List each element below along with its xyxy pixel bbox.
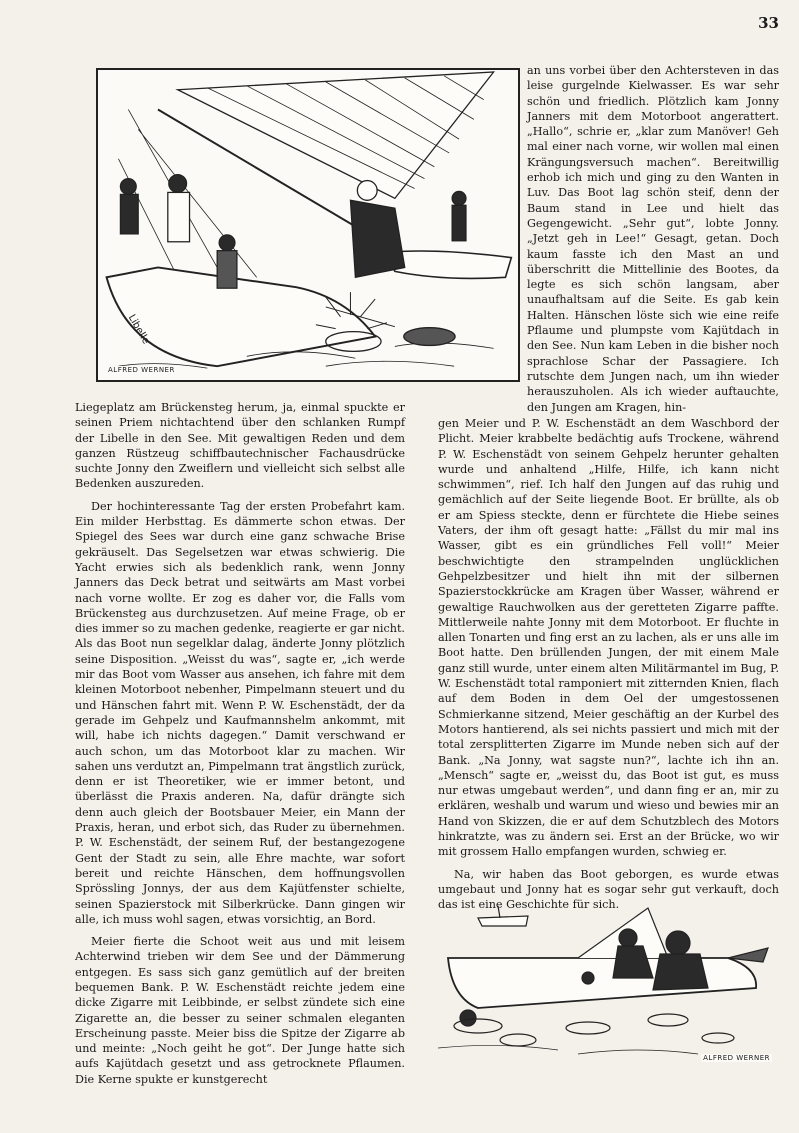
sailboat-drawing: [98, 70, 518, 380]
paragraph: an uns vorbei über den Achtersteven in das leise gurgelnde Kielwasser. Es war sehr schön und friedlich. Plötzlich kam Jonny Janners mit dem Motorboot angerattert. „Hallo“, schrie er, „klar zum Manöver! Geh mal einer nach vorne, wir wollen mal einen Krängungsversuch machen“. Bereitwillig erhob ich mich und ging zu den Wanten in Luv. Das Boot lag schön steif, denn der Baum stand in Lee und hielt das Gegengewicht. „Sehr gut“, lobte Jonny. „Jetzt geh in Lee!“ Gesagt, getan. Doch kaum fasste ich den Mast an und überschritt die Mittellinie des Bootes, da legte es sich schön langsam, aber unaufhaltsam auf die Seite. Es gab kein Halten. Hänschen löste sich wie eine reife Pflaume und plumpste vom Kajütdach in den See. Nun kam Leben in die bisher noch sprachlose Schar der Passagiere. Ich rutschte dem Jungen nach, um ihn wieder herauszuholen. Als ich wieder auftauchte, den Jungen am Kragen, hin-: [527, 64, 779, 414]
paragraph: gen Meier und P. W. Eschenstädt an dem Waschbord der Plicht. Meier krabbelte bedächtig aufs Trockene, während P. W. Eschenstädt von seinem Gehpelz herunter gehalten wurde und anhaltend „Hilfe, Hilfe, ich kann nicht schwimmen“, rief. Ich half den Jungen auf das ruhig und gemächlich auf der Seite liegende Boot. Er brüllte, als ob er am Spiess steckte, denn er fürchtete die Hiebe seines Vaters, der ihm oft gesagt hatte: „Fällst du mir mal ins Wasser, gibt es ein gründliches Fell voll!“ Meier beschwichtigte den strampelnden unglücklichen Gehpelzbesitzer und hielt ihn mit der silbernen Spazierstockkrücke am Kragen über Wasser, während er gewaltige Rauchwolken aus der geretteten Zigarre paffte. Mittlerweile nahte Jonny mit dem Motorboot. Er fluchte in allen Tonarten und fing erst an zu lachen, als er uns alle im Boot hatte. Den brüllenden Jungen, der mit einem Male ganz still wurde, unter einem alten Militärmantel im Bug, P. W. Eschenstädt total ramponiert mit zitternden Knien, flach auf dem Boden in dem Oel der umgestossenen Schmierkanne sitzend, Meier geschäftig an der Kurbel des Motors hantierend, als sei nichts passiert und mich mit der total zersplitterten Zigarre im Munde neben sich auf der Bank. „Na Jonny, wat sagste nun?“, lachte ich ihn an. „Mensch“ sagte er, „weisst du, das Boot ist gut, es muss nur etwas umgebaut werden“, und dann fing er an, mir zu erklären, weshalb und warum und wieso und bewies mir an Hand von Skizzen, die er auf dem Schutzblech des Motors hinkratzte, was zu ändern sei. Erst an der Brücke, wo wir mit grossem Hallo empfangen wurden, schwieg er.: [438, 417, 779, 859]
left-column: [75, 400, 405, 1087]
paragraph: Na, wir haben das Boot geborgen, es wurde etwas umgebaut und Jonny hat es sogar sehr gut verkauft, doch das ist eine Geschichte für sich.: [438, 867, 779, 912]
illustration-signature: ALFRED WERNER: [108, 366, 175, 374]
paragraph: Liegeplatz am Brückensteg herum, ja, einmal spuckte er seinen Priem nichtachtend über den schlanken Rumpf der Libelle in den See. Mit gewaltigen Reden und dem ganzen Rüstzeug schiffbautechnischer Fachausdrücke suchte Jonny den Zweiflern und vielleicht sich selbst alle Bedenken auszureden.: [75, 401, 405, 491]
boat-lettering: Libelle: [125, 312, 152, 347]
paragraph: Meier fierte die Schoot weit aus und mit leisem Achterwind trieben wir dem See und der Dämmerung entgegen. Es sass sich ganz gemütlich auf der breiten bequemen Bank. P. W. Eschenstädt reichte jedem eine dicke Zigarre mit Leibbinde, er selbst zündete sich eine Zigarette an, die besser zu seiner schmalen eleganten Erscheinung passte. Meier biss die Spitze der Zigarre ab und meinte: „Noch geiht he got“. Der Junge hatte sich aufs Kajütdach gesetzt und ass getrocknete Pflaumen. Die Kerne spukte er kunstgerecht: [75, 935, 405, 1086]
sailboat-tilting-illustration: [96, 68, 520, 382]
page-number: 33: [758, 14, 779, 32]
illustration-signature: ALFRED WERNER: [703, 1054, 770, 1062]
capsized-boat-drawing: [438, 898, 778, 1066]
right-column-top: [527, 63, 779, 415]
paragraph: Der hochinteressante Tag der ersten Probefahrt kam. Ein milder Herbsttag. Es dämmerte schon etwas. Der Spiegel des Sees war durch eine ganz schwache Brise gekräuselt. Das Segelsetzen war etwas schwierig. Die Yacht erwies sich als bedenklich rank, wenn Jonny Janners das Deck betrat und seitwärts am Mast vorbei nach vorne wollte. Er zog es daher vor, die Falls vom Brückensteg aus durchzusetzen. Auf meine Frage, ob er dies immer so zu machen gedenke, reagierte er gar nicht. Als das Boot nun segelklar dalag, änderte Jonny plötzlich seine Disposition. „Weisst du was“, sagte er, „ich werde mir das Boot vom Wasser aus ansehen, ich fahre mit dem kleinen Motorboot nebenher, Pimpelmann steuert und du und Hänschen fahrt mit. Wenn P. W. Eschenstädt, der da gerade im Gehpelz und Kaufmannshelm ankommt, mit will, habe ich nichts dagegen.“ Damit verschwand er auch schon, um das Motorboot klar zu machen. Wir sahen uns verdutzt an, Pimpelmann trat ängstlich zurück, denn er ist Theoretiker, wie er immer betont, und überlässt die Praxis anderen. Na, dafür drängte sich denn auch gleich der Bootsbauer Meier, ein Mann der Praxis, heran, und erbot sich, das Ruder zu übernehmen. P. W. Eschenstädt, der seinem Ruf, der bestangezogene Gent der Stadt zu sein, alle Ehre machte, war sofort bereit und reichte Hänschen, dem hoffnungsvollen Sprössling Jonnys, der aus dem Kajütfenster schielte, seinen Spazierstock mit Silberkrücke. Dann gingen wir alle, ich muss wohl sagen, etwas vorsichtig, an Bord.: [75, 499, 405, 926]
right-column: [438, 416, 779, 913]
capsized-boat-illustration: [438, 898, 778, 1066]
